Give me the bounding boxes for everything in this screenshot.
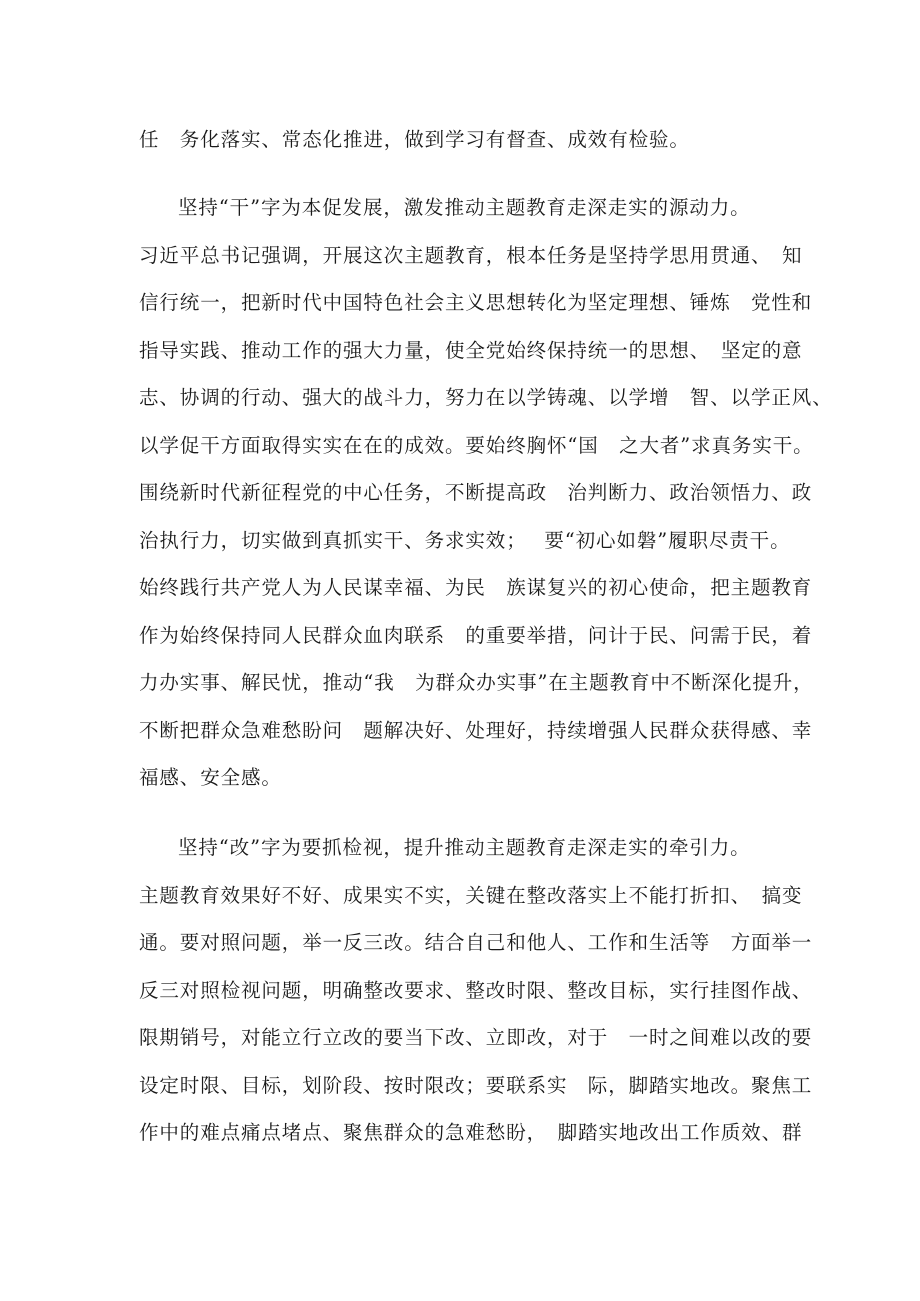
body-line: 不断把群众急难愁盼问 题解决好、处理好，持续增强人民群众获得感、幸 — [139, 719, 813, 742]
body-line: 信行统一，把新时代中国特色社会主义思想转化为坚定理想、锤炼 党性和 — [139, 291, 813, 314]
body-line: 力办实事、解民忧，推动“我 为群众办实事”在主题教育中不断深化提升， — [139, 671, 814, 694]
body-line: 志、协调的行动、强大的战斗力，努力在以学铸魂、以学增 智、以学正风、 — [139, 386, 833, 409]
body-line: 限期销号，对能立行立改的要当下改、立即改，对于 一时之间难以改的要 — [139, 1026, 813, 1049]
body-line: 以学促干方面取得实实在在的成效。要始终胸怀“国 之大者”求真务实干。 — [139, 434, 814, 457]
body-line: 作为始终保持同人民群众血肉联系 的重要举措，问计于民、问需于民，着 — [139, 624, 813, 647]
body-line: 治执行力，切实做到真抓实干、务求实效； 要“初心如磐”履职尽责干。 — [139, 529, 791, 552]
body-line: 始终践行共产党人为人民谋幸福、为民 族谋复兴的初心使命，把主题教育 — [139, 576, 813, 599]
body-line: 作中的难点痛点堵点、聚焦群众的急难愁盼， 脚踏实地改出工作质效、群 — [139, 1121, 803, 1144]
paragraph-tail-line: 任 务化落实、常态化推进，做到学习有督查、成效有检验。 — [139, 128, 690, 151]
body-line: 围绕新时代新征程党的中心任务，不断提高政 治判断力、政治领悟力、政 — [139, 481, 813, 504]
section-heading-gai: 坚持“改”字为要抓检视，提升推动主题教育走深走实的牵引力。 — [178, 836, 751, 859]
section-heading-gan: 坚持“干”字为本促发展，激发推动主题教育走深走实的源动力。 — [178, 196, 751, 219]
body-line: 通。要对照问题，举一反三改。结合自己和他人、工作和生活等 方面举一 — [139, 931, 813, 954]
body-line: 习近平总书记强调，开展这次主题教育，根本任务是坚持学思用贯通、 知 — [139, 244, 803, 267]
body-line: 设定时限、目标，划阶段、按时限改；要联系实 际，脚踏实地改。聚焦工 — [139, 1074, 813, 1097]
body-line: 指导实践、推动工作的强大力量，使全党始终保持统一的思想、 坚定的意 — [139, 339, 803, 362]
body-line: 福感、安全感。 — [139, 766, 282, 789]
body-line: 主题教育效果好不好、成果实不实，关键在整改落实上不能打折扣、 搞变 — [139, 884, 803, 907]
body-line: 反三对照检视问题，明确整改要求、整改时限、整改目标，实行挂图作战、 — [139, 979, 813, 1002]
